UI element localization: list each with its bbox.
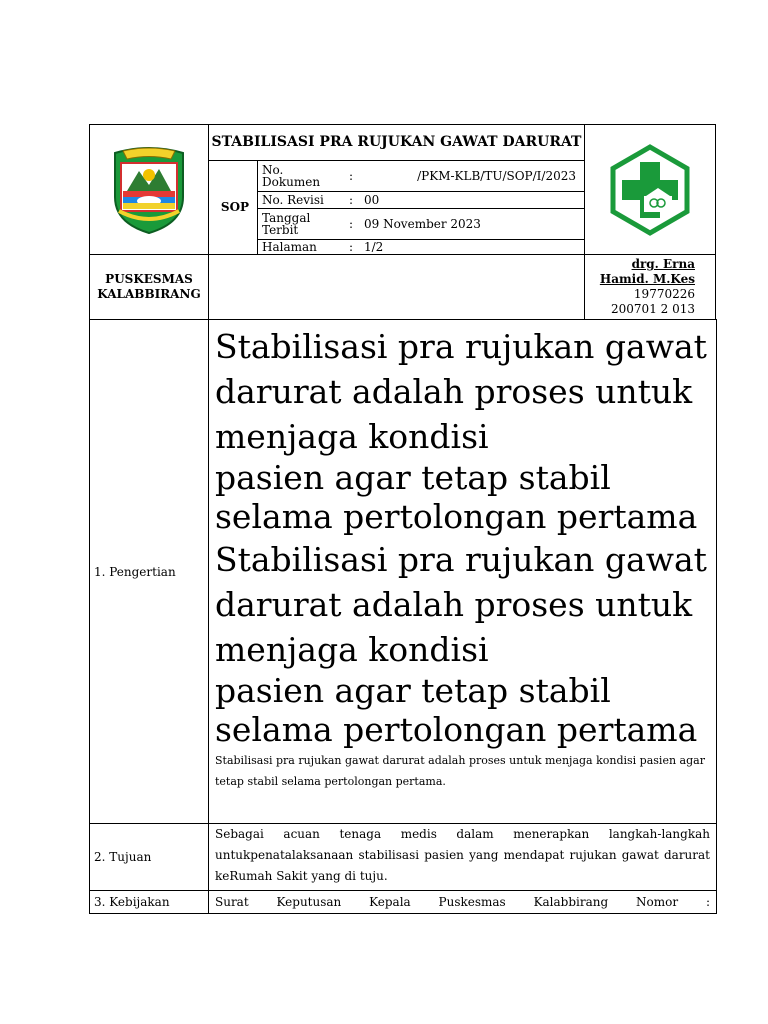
field-value-no-revisi: 00 [358,191,584,208]
text-line: pasien agar tetap stabil [215,671,611,710]
document-title: STABILISASI PRA RUJUKAN GAWAT DARURAT [209,126,584,161]
field-value-tanggal-terbit: 09 November 2023 [358,208,584,239]
institution-name-line1: PUSKESMAS [105,272,193,286]
section-body-pengertian [209,320,717,824]
signer-name: drg. Erna Hamid. M.Kes [599,257,695,286]
text-line: selama pertolongan pertama [215,710,698,749]
text-line: pasien agar tetap stabil [215,458,611,497]
field-separator: : [344,239,358,254]
sop-label: SOP [220,200,250,214]
section-body-kebijakan: Surat Keputusan Kepala Puskesmas Kalabbirang Nomor : [209,891,717,914]
document-info-table [209,161,584,254]
text-line: menjaga kondisi [215,417,489,456]
text-line: Stabilisasi pra rujukan gawat [215,540,707,579]
text-line: Stabilisasi pra rujukan gawat [215,327,707,366]
text-line: selama pertolongan pertama [215,497,698,536]
signer-nip: 19770226 200701 2 013 [611,287,695,316]
field-label-halaman: Halaman [258,239,345,254]
institution-blank-cell [209,255,585,320]
content-table [89,319,717,914]
section-label-kebijakan: 3. Kebijakan [90,891,209,914]
pengertian-large-block-a [209,320,716,537]
text-line: darurat adalah proses untuk [215,585,693,624]
section-label-pengertian: 1. Pengertian [90,320,209,824]
text-line: menjaga kondisi [215,630,489,669]
institution-name-line2: KALABBIRANG [97,287,201,301]
pengertian-large-block-b [209,537,716,750]
field-label-no-dokumen: No. Dokumen [258,161,345,192]
sop-document [89,124,716,914]
section-label-tujuan: 2. Tujuan [90,824,209,891]
field-separator: : [348,168,354,183]
field-value-no-dokumen: /PKM-KLB/TU/SOP/I/2023 [417,168,576,183]
regency-logo-cell [90,125,209,255]
field-label-tanggal-terbit: Tanggal Terbit [258,208,345,239]
header-table [89,124,716,255]
regency-emblem-icon [109,145,189,235]
section-body-tujuan: Sebagai acuan tenaga medis dalam menerapkan langkah-langkah untukpenatalaksanaan stabilisasi pasien yang mendapat rujukan gawat darurat keRumah Sakit yang di tuju. [209,824,717,891]
field-value-halaman: 1/2 [358,239,584,254]
field-separator: : [344,191,358,208]
institution-table [89,254,716,320]
text-line: darurat adalah proses untuk [215,372,693,411]
signer-block [585,255,716,320]
field-label-no-revisi: No. Revisi [258,191,345,208]
puskesmas-logo-cell [585,125,716,255]
institution-name [90,255,209,320]
field-separator: : [344,208,358,239]
pengertian-small-text: Stabilisasi pra rujukan gawat darurat adalah proses untuk menjaga kondisi pasien agar tetap stabil selama pertolongan pertama. [215,754,705,788]
puskesmas-cross-icon [604,144,696,236]
title-cell [209,125,585,255]
